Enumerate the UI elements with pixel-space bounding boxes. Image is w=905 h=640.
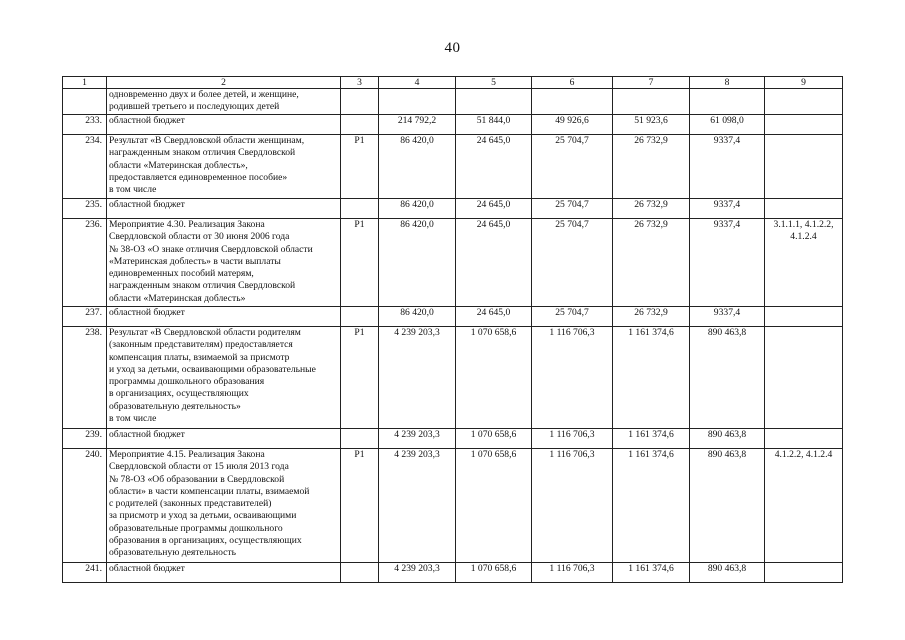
row-code-cell	[341, 115, 379, 135]
value-cell-4: 4 239 203,3	[379, 327, 456, 429]
row-targets-cell	[765, 115, 843, 135]
header-cell: 1	[63, 77, 107, 89]
row-number-cell: 236.	[63, 219, 107, 307]
row-number-cell	[63, 89, 107, 115]
value-cell-7	[613, 89, 690, 115]
row-number-cell: 234.	[63, 135, 107, 199]
budget-table	[62, 76, 843, 583]
table-row	[63, 219, 843, 307]
value-cell-5: 24 645,0	[456, 135, 532, 199]
value-cell-6: 49 926,6	[532, 115, 613, 135]
value-cell-5: 51 844,0	[456, 115, 532, 135]
value-cell-8	[690, 89, 765, 115]
value-cell-8: 9337,4	[690, 199, 765, 219]
value-cell-6: 1 116 706,3	[532, 449, 613, 563]
header-cell: 3	[341, 77, 379, 89]
row-name-cell: Мероприятие 4.15. Реализация Закона Свердловской области от 15 июля 2013 года № 78-ОЗ «Об образовании в Свердловской области» в части компенсации платы, взимаемой с родителей (законных представителей) за присмотр и уход за детьми, осваивающими образовательные программы дошкольного образования в организациях, осуществляющих образовательную деятельность	[107, 449, 341, 563]
value-cell-8: 9337,4	[690, 307, 765, 327]
row-targets-cell	[765, 429, 843, 449]
table-row	[63, 563, 843, 583]
row-targets-cell: 4.1.2.2, 4.1.2.4	[765, 449, 843, 563]
header-cell: 8	[690, 77, 765, 89]
table-row	[63, 449, 843, 563]
value-cell-7: 51 923,6	[613, 115, 690, 135]
value-cell-4: 4 239 203,3	[379, 563, 456, 583]
row-targets-cell	[765, 89, 843, 115]
value-cell-8: 9337,4	[690, 219, 765, 307]
value-cell-5	[456, 89, 532, 115]
page-number: 40	[444, 40, 461, 56]
value-cell-6: 25 704,7	[532, 199, 613, 219]
value-cell-5: 1 070 658,6	[456, 449, 532, 563]
row-number-cell: 238.	[63, 327, 107, 429]
row-code-cell	[341, 89, 379, 115]
value-cell-5: 1 070 658,6	[456, 327, 532, 429]
value-cell-7: 26 732,9	[613, 199, 690, 219]
row-code-cell: Р1	[341, 219, 379, 307]
value-cell-4: 4 239 203,3	[379, 429, 456, 449]
row-number-cell: 233.	[63, 115, 107, 135]
table-row	[63, 429, 843, 449]
row-targets-cell	[765, 135, 843, 199]
row-name-cell: областной бюджет	[107, 115, 341, 135]
row-code-cell: Р1	[341, 135, 379, 199]
header-cell: 5	[456, 77, 532, 89]
table-row	[63, 327, 843, 429]
value-cell-5: 24 645,0	[456, 199, 532, 219]
value-cell-4: 86 420,0	[379, 199, 456, 219]
row-name-cell: областной бюджет	[107, 429, 341, 449]
value-cell-7: 1 161 374,6	[613, 449, 690, 563]
value-cell-4: 214 792,2	[379, 115, 456, 135]
row-code-cell: Р1	[341, 327, 379, 429]
value-cell-7: 26 732,9	[613, 219, 690, 307]
row-name-cell: областной бюджет	[107, 199, 341, 219]
header-cell: 6	[532, 77, 613, 89]
row-number-cell: 240.	[63, 449, 107, 563]
table-row	[63, 199, 843, 219]
table-row	[63, 89, 843, 115]
row-name-cell: областной бюджет	[107, 307, 341, 327]
value-cell-6: 25 704,7	[532, 219, 613, 307]
value-cell-8: 890 463,8	[690, 449, 765, 563]
row-number-cell: 241.	[63, 563, 107, 583]
header-cell: 2	[107, 77, 341, 89]
row-name-cell: Результат «В Свердловской области родителям (законным представителям) предоставляется компенсация платы, взимаемой за присмотр и уход за детьми, осваивающими образовательные программы дошкольного образования в организациях, осуществляющих образовательную деятельность» в том числе	[107, 327, 341, 429]
table-row	[63, 307, 843, 327]
header-cell: 9	[765, 77, 843, 89]
header-cell: 4	[379, 77, 456, 89]
value-cell-7: 1 161 374,6	[613, 563, 690, 583]
value-cell-8: 890 463,8	[690, 429, 765, 449]
value-cell-4: 86 420,0	[379, 135, 456, 199]
value-cell-5: 1 070 658,6	[456, 429, 532, 449]
row-targets-cell	[765, 327, 843, 429]
row-code-cell	[341, 563, 379, 583]
table-row	[63, 135, 843, 199]
row-name-cell: одновременно двух и более детей, и женщине, родившей третьего и последующих детей	[107, 89, 341, 115]
value-cell-8: 890 463,8	[690, 327, 765, 429]
row-number-cell: 235.	[63, 199, 107, 219]
row-name-cell: Мероприятие 4.30. Реализация Закона Свердловской области от 30 июня 2006 года № 38-ОЗ «О знаке отличия Свердловской области «Материнская доблесть» в части выплаты единовременных пособий матерям, награжденным знаком отличия Свердловской области «Материнская доблесть»	[107, 219, 341, 307]
value-cell-4: 86 420,0	[379, 219, 456, 307]
table-header-row	[63, 77, 843, 89]
row-targets-cell: 3.1.1.1, 4.1.2.2, 4.1.2.4	[765, 219, 843, 307]
value-cell-8: 9337,4	[690, 135, 765, 199]
value-cell-5: 24 645,0	[456, 307, 532, 327]
row-number-cell: 237.	[63, 307, 107, 327]
value-cell-6: 25 704,7	[532, 135, 613, 199]
row-code-cell	[341, 429, 379, 449]
value-cell-8: 61 098,0	[690, 115, 765, 135]
value-cell-7: 1 161 374,6	[613, 429, 690, 449]
value-cell-6: 1 116 706,3	[532, 327, 613, 429]
row-targets-cell	[765, 199, 843, 219]
value-cell-6: 25 704,7	[532, 307, 613, 327]
value-cell-8: 890 463,8	[690, 563, 765, 583]
value-cell-7: 26 732,9	[613, 307, 690, 327]
row-targets-cell	[765, 563, 843, 583]
row-name-cell: Результат «В Свердловской области женщинам, награжденным знаком отличия Свердловской области «Материнская доблесть», предоставляется единовременное пособие» в том числе	[107, 135, 341, 199]
value-cell-4	[379, 89, 456, 115]
value-cell-4: 86 420,0	[379, 307, 456, 327]
row-targets-cell	[765, 307, 843, 327]
table-row	[63, 115, 843, 135]
value-cell-4: 4 239 203,3	[379, 449, 456, 563]
header-cell: 7	[613, 77, 690, 89]
value-cell-7: 1 161 374,6	[613, 327, 690, 429]
row-code-cell: Р1	[341, 449, 379, 563]
value-cell-6: 1 116 706,3	[532, 429, 613, 449]
row-name-cell: областной бюджет	[107, 563, 341, 583]
row-number-cell: 239.	[63, 429, 107, 449]
value-cell-7: 26 732,9	[613, 135, 690, 199]
row-code-cell	[341, 199, 379, 219]
value-cell-6: 1 116 706,3	[532, 563, 613, 583]
value-cell-6	[532, 89, 613, 115]
value-cell-5: 1 070 658,6	[456, 563, 532, 583]
row-code-cell	[341, 307, 379, 327]
value-cell-5: 24 645,0	[456, 219, 532, 307]
